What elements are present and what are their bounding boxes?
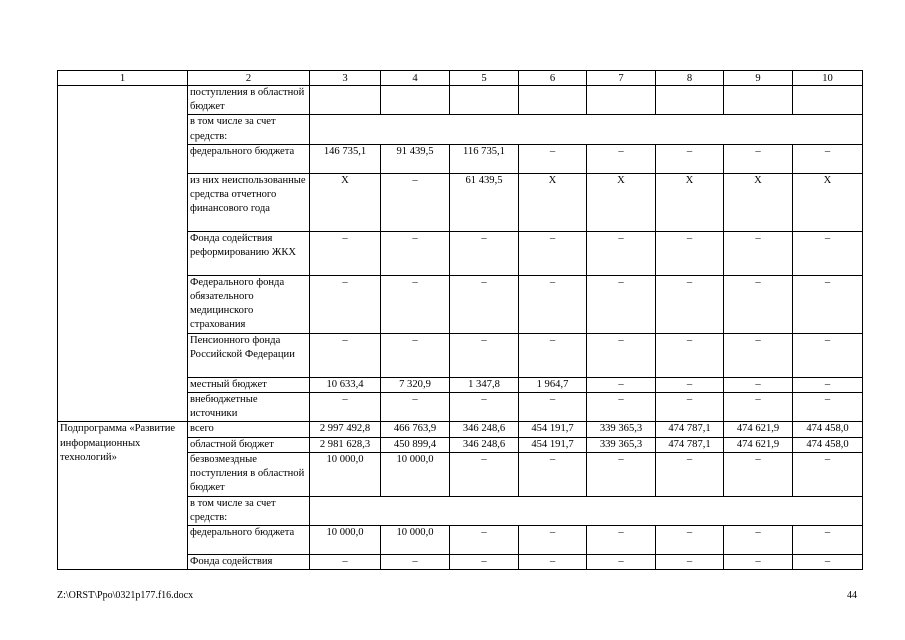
value-cell: – xyxy=(724,231,793,275)
source-label-cell: всего xyxy=(188,422,310,437)
value-cell: 454 191,7 xyxy=(519,437,587,452)
value-cell: – xyxy=(450,526,519,555)
value-cell: – xyxy=(310,555,381,570)
value-cell: – xyxy=(724,333,793,377)
value-cell: – xyxy=(724,144,793,173)
value-cell: – xyxy=(381,173,450,231)
value-cell: – xyxy=(587,333,656,377)
column-header: 5 xyxy=(450,71,519,86)
value-cell: – xyxy=(450,452,519,496)
value-cell xyxy=(587,86,656,115)
value-cell: – xyxy=(450,333,519,377)
value-cell: – xyxy=(724,526,793,555)
value-cell: – xyxy=(793,231,863,275)
value-cell: – xyxy=(381,555,450,570)
value-cell: 10 000,0 xyxy=(381,526,450,555)
source-label-cell: в том числе за счет средств: xyxy=(188,496,310,525)
value-cell xyxy=(310,86,381,115)
value-cell: 146 735,1 xyxy=(310,144,381,173)
value-cell: 346 248,6 xyxy=(450,437,519,452)
page-number: 44 xyxy=(847,590,857,601)
value-cell: 10 000,0 xyxy=(310,526,381,555)
column-header: 2 xyxy=(188,71,310,86)
value-cell: – xyxy=(310,393,381,422)
source-label-cell: Фонда содействия реформированию ЖКХ xyxy=(188,231,310,275)
merged-empty-cell xyxy=(310,496,863,525)
source-label-cell: из них неиспользованные средства отчетного финансового года xyxy=(188,173,310,231)
value-cell: 474 787,1 xyxy=(656,437,724,452)
source-label-cell: Федерального фонда обязательного медицинского страхования xyxy=(188,275,310,333)
value-cell xyxy=(656,86,724,115)
value-cell: – xyxy=(519,275,587,333)
footer-file-path: Z:\ORST\Ppo\0321p177.f16.docx xyxy=(57,590,194,601)
value-cell: – xyxy=(310,333,381,377)
table-row xyxy=(58,422,863,437)
value-cell: – xyxy=(724,377,793,392)
value-cell: – xyxy=(381,393,450,422)
value-cell: 346 248,6 xyxy=(450,422,519,437)
value-cell: 1 347,8 xyxy=(450,377,519,392)
value-cell: – xyxy=(519,144,587,173)
value-cell: – xyxy=(519,333,587,377)
value-cell: 474 621,9 xyxy=(724,422,793,437)
value-cell: – xyxy=(793,555,863,570)
value-cell: 466 763,9 xyxy=(381,422,450,437)
value-cell: Х xyxy=(793,173,863,231)
value-cell: Х xyxy=(724,173,793,231)
program-name-cell xyxy=(58,86,188,422)
value-cell xyxy=(724,86,793,115)
value-cell: – xyxy=(793,526,863,555)
value-cell: 10 633,4 xyxy=(310,377,381,392)
source-label-cell: федерального бюджета xyxy=(188,526,310,555)
value-cell: – xyxy=(793,452,863,496)
value-cell: – xyxy=(381,231,450,275)
source-label-cell: местный бюджет xyxy=(188,377,310,392)
budget-table xyxy=(57,70,863,570)
value-cell: 7 320,9 xyxy=(381,377,450,392)
value-cell: – xyxy=(587,377,656,392)
value-cell: – xyxy=(519,393,587,422)
value-cell: – xyxy=(656,231,724,275)
value-cell: – xyxy=(656,452,724,496)
value-cell: 339 365,3 xyxy=(587,422,656,437)
column-header: 1 xyxy=(58,71,188,86)
source-label-cell: внебюджетные источники xyxy=(188,393,310,422)
source-label-cell: безвозмездные поступления в областной бюджет xyxy=(188,452,310,496)
value-cell: – xyxy=(793,377,863,392)
table-row xyxy=(58,86,863,115)
value-cell: 474 458,0 xyxy=(793,422,863,437)
value-cell: 1 964,7 xyxy=(519,377,587,392)
value-cell: 2 981 628,3 xyxy=(310,437,381,452)
value-cell: 474 787,1 xyxy=(656,422,724,437)
value-cell: – xyxy=(793,393,863,422)
value-cell: 10 000,0 xyxy=(310,452,381,496)
column-header: 10 xyxy=(793,71,863,86)
value-cell: Х xyxy=(656,173,724,231)
value-cell: – xyxy=(656,377,724,392)
value-cell: 339 365,3 xyxy=(587,437,656,452)
source-label-cell: областной бюджет xyxy=(188,437,310,452)
value-cell xyxy=(450,86,519,115)
source-label-cell: поступления в областной бюджет xyxy=(188,86,310,115)
value-cell: 474 458,0 xyxy=(793,437,863,452)
program-name-cell: Подпрограмма «Развитие информационных технологий» xyxy=(58,422,188,570)
value-cell: – xyxy=(724,555,793,570)
value-cell: – xyxy=(793,333,863,377)
value-cell: 2 997 492,8 xyxy=(310,422,381,437)
value-cell: – xyxy=(587,144,656,173)
value-cell: – xyxy=(656,275,724,333)
value-cell: – xyxy=(656,393,724,422)
value-cell: – xyxy=(519,555,587,570)
column-header: 7 xyxy=(587,71,656,86)
value-cell: – xyxy=(656,144,724,173)
value-cell: – xyxy=(587,393,656,422)
value-cell xyxy=(381,86,450,115)
value-cell: – xyxy=(724,393,793,422)
merged-empty-cell xyxy=(310,115,863,144)
source-label-cell: Пенсионного фонда Российской Федерации xyxy=(188,333,310,377)
value-cell: Х xyxy=(310,173,381,231)
source-label-cell: федерального бюджета xyxy=(188,144,310,173)
column-header: 6 xyxy=(519,71,587,86)
value-cell: – xyxy=(724,275,793,333)
value-cell: – xyxy=(656,333,724,377)
column-header: 8 xyxy=(656,71,724,86)
value-cell: – xyxy=(587,275,656,333)
value-cell: – xyxy=(450,275,519,333)
value-cell: 474 621,9 xyxy=(724,437,793,452)
value-cell: – xyxy=(656,526,724,555)
value-cell: 91 439,5 xyxy=(381,144,450,173)
value-cell: – xyxy=(587,231,656,275)
value-cell xyxy=(793,86,863,115)
value-cell: – xyxy=(519,526,587,555)
column-header: 4 xyxy=(381,71,450,86)
value-cell: – xyxy=(587,526,656,555)
value-cell: – xyxy=(656,555,724,570)
value-cell: – xyxy=(450,231,519,275)
value-cell: – xyxy=(310,275,381,333)
value-cell: – xyxy=(793,144,863,173)
value-cell: – xyxy=(310,231,381,275)
value-cell: – xyxy=(519,452,587,496)
value-cell: – xyxy=(724,452,793,496)
value-cell: – xyxy=(793,275,863,333)
value-cell: – xyxy=(587,555,656,570)
value-cell: – xyxy=(381,333,450,377)
value-cell: – xyxy=(519,231,587,275)
value-cell xyxy=(519,86,587,115)
value-cell: 454 191,7 xyxy=(519,422,587,437)
value-cell: 450 899,4 xyxy=(381,437,450,452)
value-cell: 61 439,5 xyxy=(450,173,519,231)
source-label-cell: в том числе за счет средств: xyxy=(188,115,310,144)
column-header: 9 xyxy=(724,71,793,86)
value-cell: – xyxy=(450,555,519,570)
source-label-cell: Фонда содействия xyxy=(188,555,310,570)
value-cell: Х xyxy=(587,173,656,231)
header-row xyxy=(58,71,863,86)
value-cell: 10 000,0 xyxy=(381,452,450,496)
value-cell: – xyxy=(587,452,656,496)
column-header: 3 xyxy=(310,71,381,86)
value-cell: – xyxy=(450,393,519,422)
value-cell: – xyxy=(381,275,450,333)
value-cell: 116 735,1 xyxy=(450,144,519,173)
value-cell: Х xyxy=(519,173,587,231)
